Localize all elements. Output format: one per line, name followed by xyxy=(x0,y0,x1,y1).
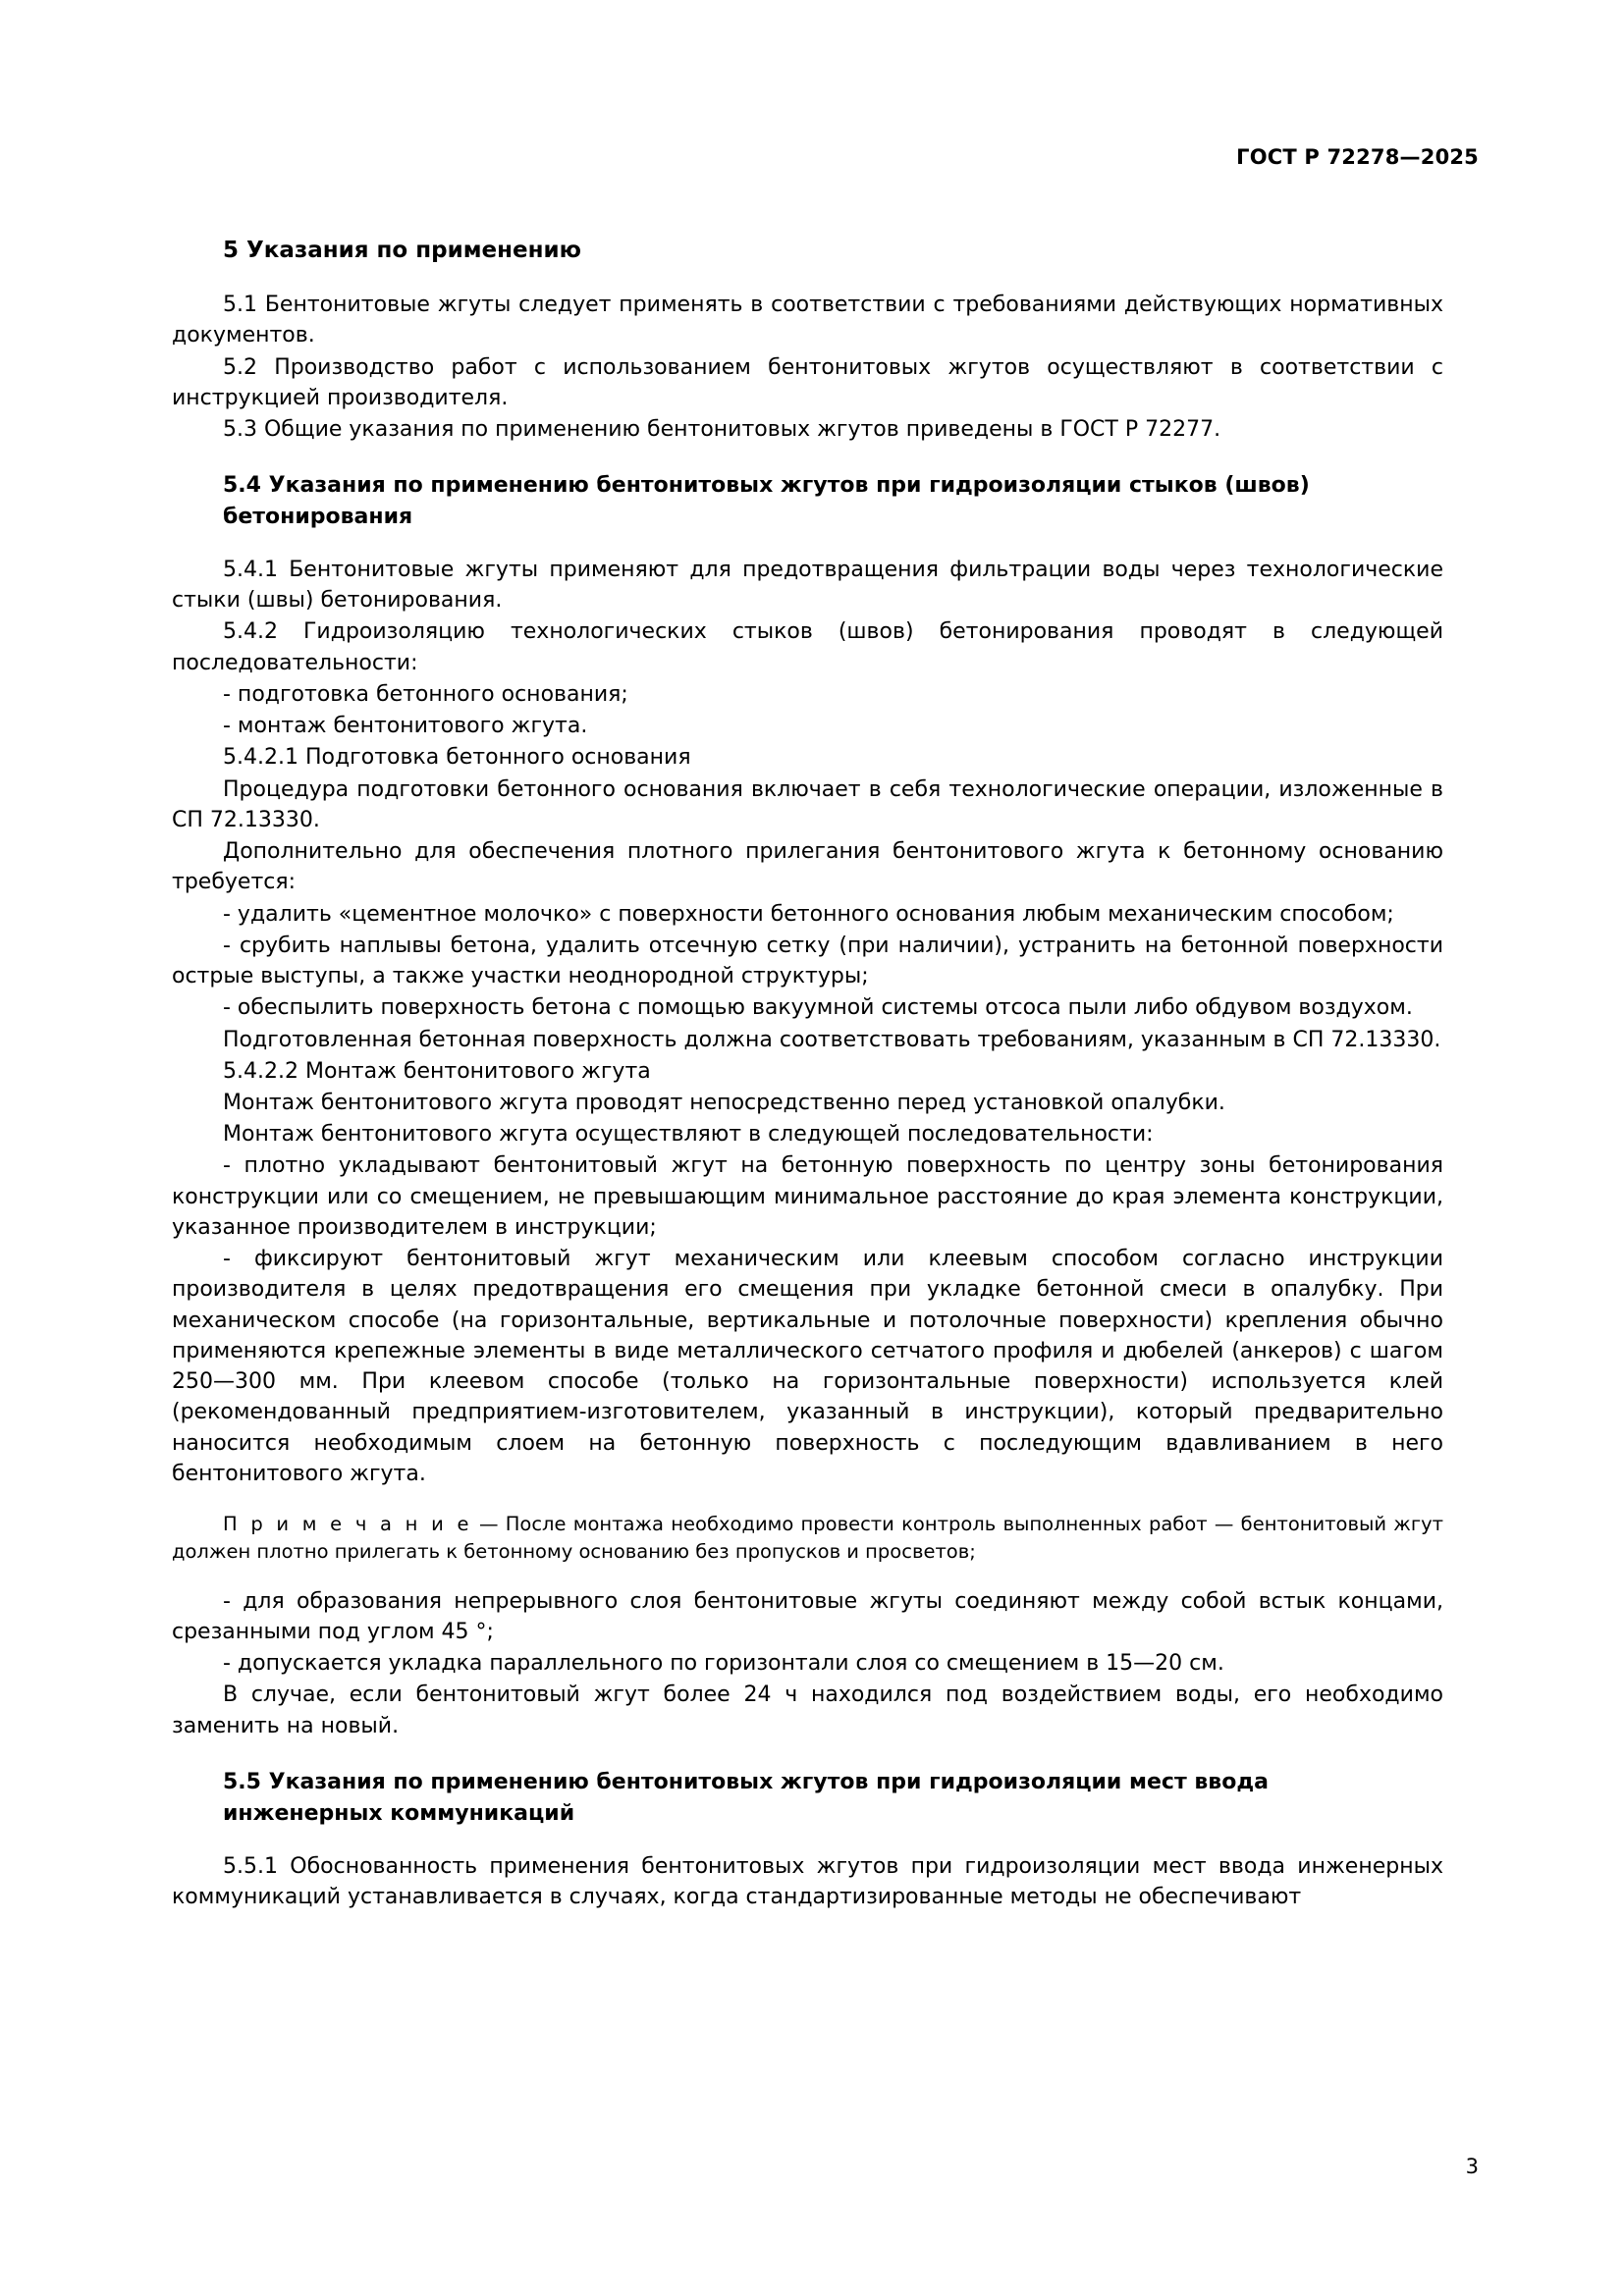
page-content xyxy=(172,236,1443,1912)
list-item-fix-cord: - фиксируют бентонитовый жгут механическим или клеевым способом согласно инструкции производителя в целях предотвращения его смещения при укладке бетонной смеси в опалубку. При механическом способе (на горизонтальные, вертикальные и потолочные поверхности) крепления обычно применяются крепежные элементы в виде металлического сетчатого профиля и дюбелей (анкеров) с шагом 250—300 мм. При клеевом способе (только на горизонтальные поверхности) используется клей (рекомендованный предприятием-изготовителем, указанный в инструкции), который предварительно наносится необходимым слоем на бетонную поверхность с последующим вдавливанием в него бентонитового жгута. xyxy=(172,1247,1443,1486)
paragraph-mounting-sequence: Монтаж бентонитового жгута осуществляют в следующей последовательности: xyxy=(223,1122,1154,1148)
paragraph-preparation-procedure: Процедура подготовки бетонного основания включает в себя технологические операции, изложенные в СП 72.13330. xyxy=(172,776,1443,832)
note-block xyxy=(172,1511,1443,1567)
list-item-remove-laitance: - удалить «цементное молочко» с поверхности бетонного основания любым механическим способом; xyxy=(223,901,1394,927)
list-item-installation: - монтаж бентонитового жгута. xyxy=(223,714,588,739)
paragraph-5-3: 5.3 Общие указания по применению бентонитовых жгутов приведены в ГОСТ Р 72277. xyxy=(223,416,1221,442)
paragraph-prepared-surface: Подготовленная бетонная поверхность должна соответствовать требованиям, указанным в СП 72.13330. xyxy=(223,1027,1441,1052)
list-item-preparation: - подготовка бетонного основания; xyxy=(223,681,628,707)
subsection-heading-5-5-line1: 5.5 Указания по применению бентонитовых жгутов при гидроизоляции мест ввода xyxy=(223,1769,1269,1794)
page-header: ГОСТ Р 72278—2025 xyxy=(1236,145,1479,169)
list-item-lay-cord: - плотно укладывают бентонитовый жгут на бетонную поверхность по центру зоны бетонирования конструкции или со смещением, не превышающим минимальное расстояние до края элемента конструкции, указанное производителем в инструкции; xyxy=(172,1153,1443,1240)
subsection-heading-5-4-line2: бетонирования xyxy=(223,505,413,530)
list-item-dedusting: - обеспылить поверхность бетона с помощью вакуумной системы отсоса пыли либо обдувом воздухом. xyxy=(223,995,1413,1021)
page-number: 3 xyxy=(1465,2155,1479,2178)
paragraph-5-4-1: 5.4.1 Бентонитовые жгуты применяют для предотвращения фильтрации воды через технологические стыки (швы) бетонирования. xyxy=(172,558,1443,614)
paragraph-5-4-2-2: 5.4.2.2 Монтаж бентонитового жгута xyxy=(223,1058,651,1084)
list-item-continuous-layer: - для образования непрерывного слоя бентонитовые жгуты соединяют между собой встык концами, срезанными под углом 45 °; xyxy=(172,1588,1443,1644)
subsection-heading-5-4-line1: 5.4 Указания по применению бентонитовых жгутов при гидроизоляции стыков (швов) xyxy=(223,473,1310,499)
paragraph-mounting-before-formwork: Монтаж бентонитового жгута проводят непосредственно перед установкой опалубки. xyxy=(223,1090,1225,1115)
paragraph-5-4-2-1: 5.4.2.1 Подготовка бетонного основания xyxy=(223,745,691,771)
paragraph-replace-cord: В случае, если бентонитовый жгут более 24 ч находился под воздействием воды, его необходимо заменить на новый. xyxy=(172,1682,1443,1738)
list-item-parallel-layer: - допускается укладка параллельного по горизонтали слоя со смещением в 15—20 см. xyxy=(223,1651,1224,1677)
section-heading-5: 5 Указания по применению xyxy=(223,238,581,263)
subsection-heading-5-5 xyxy=(172,1767,1443,1830)
paragraph-5-5-1: 5.5.1 Обоснованность применения бентонитовых жгутов при гидроизоляции мест ввода инженерных коммуникаций устанавливается в случаях, когда стандартизированные методы не обеспечивают xyxy=(172,1853,1443,1909)
note-label: П р и м е ч а н и е xyxy=(223,1513,472,1536)
paragraph-5-4-2: 5.4.2 Гидроизоляцию технологических стыков (швов) бетонирования проводят в следующей последовательности: xyxy=(172,619,1443,675)
paragraph-5-2: 5.2 Производство работ с использованием бентонитовых жгутов осуществляют в соответствии с инструкцией производителя. xyxy=(172,354,1443,410)
list-item-cut-concrete: - срубить наплывы бетона, удалить отсечную сетку (при наличии), устранить на бетонной поверхности острые выступы, а также участки неоднородной структуры; xyxy=(172,933,1443,989)
paragraph-5-1: 5.1 Бентонитовые жгуты следует применять в соответствии с требованиями действующих нормативных документов. xyxy=(172,293,1443,348)
note-text: — После монтажа необходимо провести контроль выполненных работ — бентонитовый жгут должен плотно прилегать к бетонному основанию без пропусков и просветов; xyxy=(172,1513,1444,1564)
paragraph-additional-requirements: Дополнительно для обеспечения плотного прилегания бентонитового жгута к бетонному основанию требуется: xyxy=(172,839,1443,895)
subsection-heading-5-4 xyxy=(172,470,1443,533)
subsection-heading-5-5-line2: инженерных коммуникаций xyxy=(223,1800,575,1826)
